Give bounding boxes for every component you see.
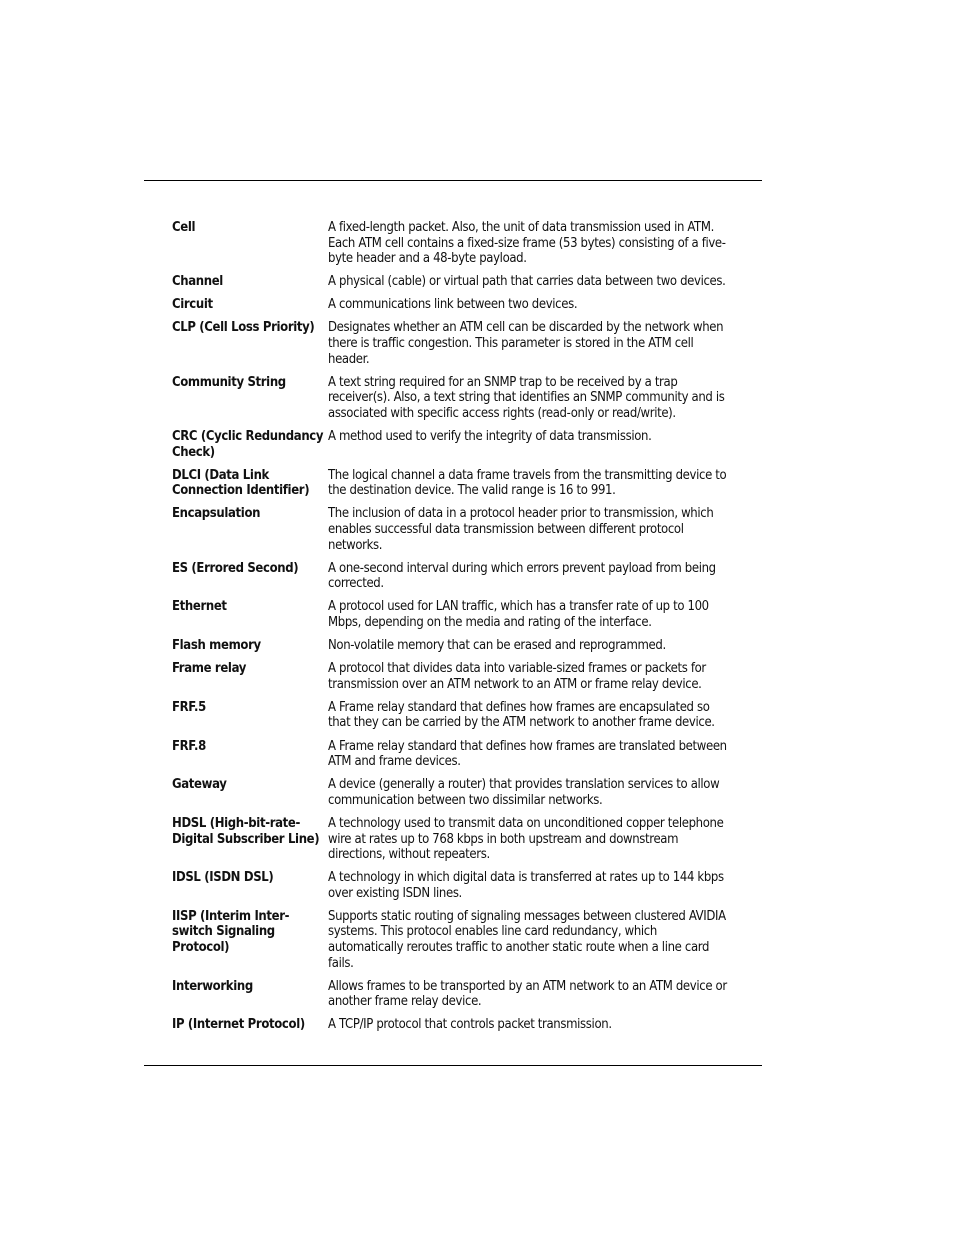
glossary-entry [172, 599, 732, 630]
glossary-definition: A one-second interval during which errors prevent payload from being corrected. [328, 560, 716, 592]
glossary-term: Gateway [172, 777, 227, 793]
glossary-term: IDSL (ISDN DSL) [172, 870, 274, 886]
glossary-entry [172, 274, 732, 290]
glossary-term: HDSL (High-bit-rate-Digital Subscriber Line) [172, 815, 320, 847]
glossary-entry [172, 297, 732, 313]
glossary-term: FRF.8 [172, 738, 206, 754]
glossary-term: IISP (Interim Inter-switch Signaling Protocol) [172, 908, 290, 956]
glossary-entry [172, 638, 732, 654]
glossary-entry [172, 468, 732, 499]
glossary-term: CLP (Cell Loss Priority) [172, 320, 315, 336]
glossary-definition: A communications link between two devices. [328, 297, 578, 313]
glossary-entry [172, 320, 732, 367]
glossary-definition: A method used to verify the integrity of data transmission. [328, 429, 652, 445]
glossary-definition: A protocol that divides data into variable-sized frames or packets for transmission over an ATM network to an ATM or frame relay device. [328, 661, 706, 692]
glossary-definition: A technology in which digital data is transferred at rates up to 144 kbps over existing ISDN lines. [328, 870, 724, 901]
glossary-term: Circuit [172, 297, 213, 313]
glossary-list [172, 220, 732, 1041]
glossary-term: ES (Errored Second) [172, 560, 299, 576]
header-rule [144, 180, 762, 181]
glossary-entry [172, 429, 732, 460]
glossary-entry [172, 816, 732, 863]
glossary-term: DLCI (Data Link Connection Identifier) [172, 467, 310, 499]
glossary-entry [172, 1017, 732, 1033]
glossary-entry [172, 979, 732, 1010]
glossary-definition: A technology used to transmit data on unconditioned copper telephone wire at rates up to 768 kbps in both upstream and downstream directions, without repeaters. [328, 815, 724, 863]
glossary-term: Encapsulation [172, 506, 261, 522]
glossary-term: Flash memory [172, 638, 261, 654]
glossary-definition: A physical (cable) or virtual path that carries data between two devices. [328, 274, 726, 290]
glossary-term: Frame relay [172, 661, 246, 677]
glossary-definition: A device (generally a router) that provides translation services to allow communication between two dissimilar networks. [328, 777, 720, 808]
glossary-term: IP (Internet Protocol) [172, 1017, 305, 1033]
glossary-entry [172, 777, 732, 808]
glossary-entry [172, 375, 732, 422]
glossary-term: Community String [172, 374, 286, 390]
glossary-entry [172, 909, 732, 971]
glossary-definition: A fixed-length packet. Also, the unit of data transmission used in ATM. Each ATM cell contains a fixed-size frame (53 bytes) consisting of a five-byte header and a 48-byte payload. [328, 220, 726, 267]
glossary-term: Interworking [172, 978, 253, 994]
glossary-term: Ethernet [172, 599, 227, 615]
glossary-definition: Non-volatile memory that can be erased and reprogrammed. [328, 638, 666, 654]
glossary-term: CRC (Cyclic Redundancy Check) [172, 429, 324, 460]
glossary-definition: A TCP/IP protocol that controls packet transmission. [328, 1017, 612, 1033]
glossary-definition: The logical channel a data frame travels from the transmitting device to the destination device. The valid range is 16 to 991. [328, 467, 727, 499]
glossary-definition: Designates whether an ATM cell can be discarded by the network when there is traffic congestion. This parameter is stored in the ATM cell header. [328, 320, 724, 367]
glossary-definition: Allows frames to be transported by an ATM network to an ATM device or another frame relay device. [328, 978, 727, 1010]
glossary-entry [172, 661, 732, 692]
glossary-entry [172, 561, 732, 592]
glossary-entry [172, 506, 732, 553]
glossary-definition: A protocol used for LAN traffic, which has a transfer rate of up to 100 Mbps, depending on the media and rating of the interface. [328, 599, 709, 630]
glossary-entry [172, 870, 732, 901]
glossary-entry [172, 220, 732, 267]
glossary-definition: A Frame relay standard that defines how frames are encapsulated so that they can be carried by the ATM network to another frame device. [328, 699, 715, 731]
glossary-entry [172, 739, 732, 770]
glossary-definition: The inclusion of data in a protocol header prior to transmission, which enables successful data transmission between different protocol networks. [328, 506, 714, 553]
glossary-term: FRF.5 [172, 699, 206, 715]
footer-rule [144, 1065, 762, 1066]
glossary-definition: A Frame relay standard that defines how frames are translated between ATM and frame devices. [328, 738, 727, 770]
glossary-entry [172, 700, 732, 731]
glossary-term: Cell [172, 220, 196, 235]
glossary-definition: A text string required for an SNMP trap to be received by a trap receiver(s). Also, a text string that identifies an SNMP community and is associated with specific access rights (read-only or read/write). [328, 374, 725, 421]
glossary-term: Channel [172, 274, 223, 290]
glossary-definition: Supports static routing of signaling messages between clustered AVIDIA systems. This protocol enables line card redundancy, which automatically reroutes traffic to another static route when a line card fails. [328, 908, 726, 971]
